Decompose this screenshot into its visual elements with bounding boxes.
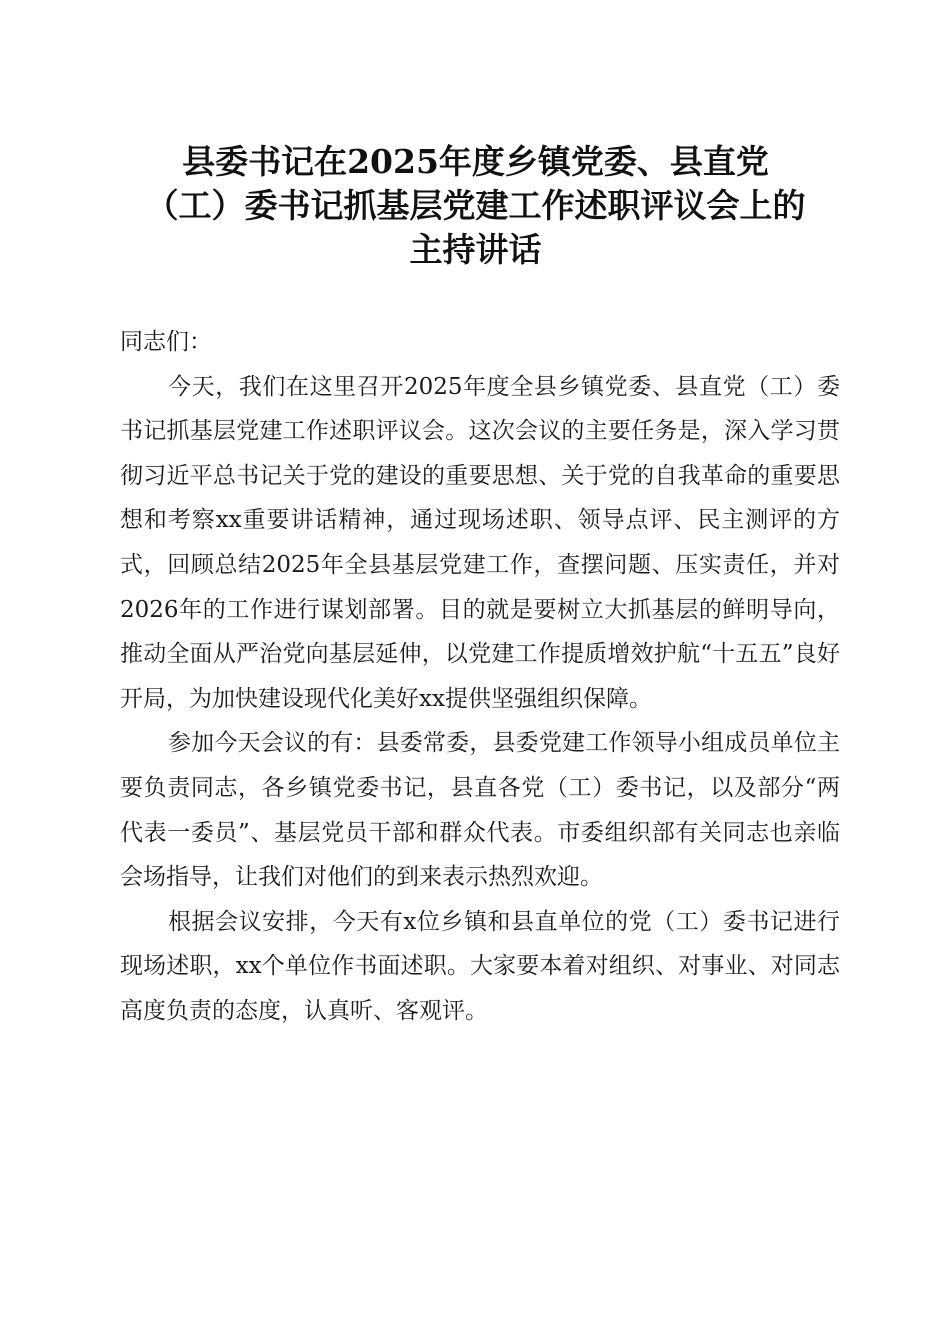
document-title <box>118 140 833 272</box>
body-paragraph-2: 参加今天会议的有：县委常委，县委党建工作领导小组成员单位主要负责同志，各乡镇党委书记，县直各党（工）委书记，以及部分“两代表一委员”、基层党员干部和群众代表。市委组织部有关同志也亲临会场指导，让我们对他们的到来表示热烈欢迎。 <box>120 730 840 891</box>
title-line-1: 县委书记在2025年度乡镇党委、县直党 <box>182 142 769 181</box>
salutation: 同志们： <box>120 329 212 355</box>
document-body <box>120 320 840 1034</box>
body-paragraph-3: 根据会议安排，今天有x位乡镇和县直单位的党（工）委书记进行现场述职，xx个单位作书面述职。大家要本着对组织、对事业、对同志高度负责的态度，认真听、客观评。 <box>120 908 840 1024</box>
body-paragraph-1: 今天，我们在这里召开2025年度全县乡镇党委、县直党（工）委书记抓基层党建工作述职评议会。这次会议的主要任务是，深入学习贯彻习近平总书记关于党的建设的重要思想、关于党的自我革命的重要思想和考察xx重要讲话精神，通过现场述职、领导点评、民主测评的方式，回顾总结2025年全县基层党建工作，查摆问题、压实责任，并对2026年的工作进行谋划部署。目的就是要树立大抓基层的鲜明导向，推动全面从严治党向基层延伸，以党建工作提质增效护航“十五五”良好开局，为加快建设现代化美好xx提供坚强组织保障。 <box>120 373 840 712</box>
title-line-3: 主持讲话 <box>409 230 542 269</box>
title-line-2: （工）委书记抓基层党建工作述职评议会上的 <box>145 186 806 225</box>
